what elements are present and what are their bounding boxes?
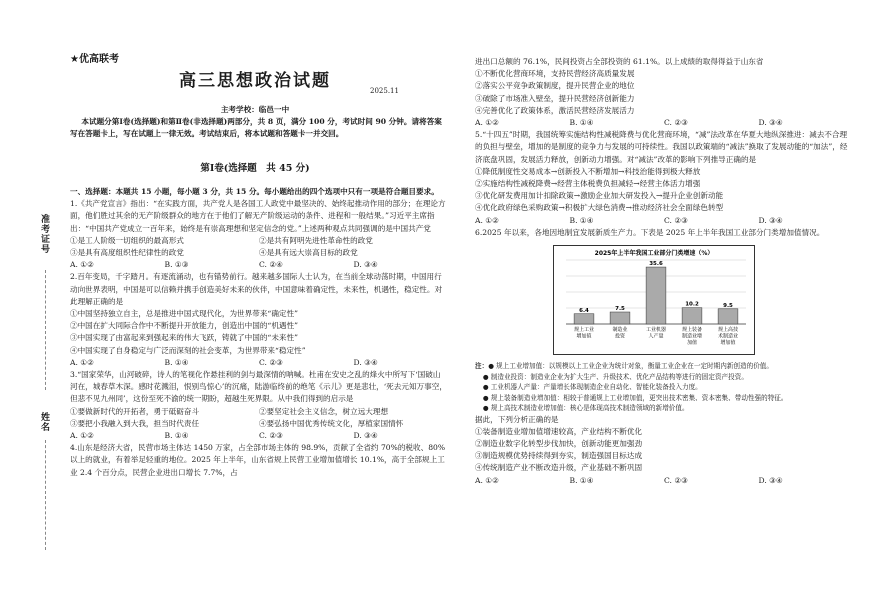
- bar-value-label: 9.5: [723, 302, 733, 309]
- q2-option: B. ①④: [164, 357, 189, 367]
- bar-value-label: 10.2: [685, 301, 699, 308]
- q6-item: ②制造业数字化转型步伐加快，创新动能更加强劲: [475, 438, 643, 448]
- q6-lead: 据此，下列分析正确的是: [475, 414, 559, 424]
- q1-item: ③是具有高度组织性纪律性的政党: [70, 248, 184, 258]
- q6-item: ③制造规模优势持续得到夯实，制造强国目标达成: [475, 451, 643, 461]
- left-questions: [70, 186, 448, 479]
- category-label: 规上高技: [717, 327, 739, 334]
- q2-option: C. ②③: [259, 357, 283, 367]
- binding-line-lower: [45, 440, 46, 550]
- category-label: 制造业: [612, 327, 628, 334]
- name-label: 姓名: [39, 412, 49, 432]
- part-title: 第Ⅰ卷(选择题 共 45 分): [200, 163, 310, 174]
- q4-option: C. ②③: [664, 118, 688, 128]
- category-label: 制造业增: [681, 333, 703, 340]
- q1-option: D. ③④: [353, 260, 378, 270]
- q3-option: A. ①②: [70, 431, 94, 441]
- q1-item: ②是共有阿明先进性革命性的政党: [259, 235, 373, 245]
- q4-stem-continued: 进出口总额的 76.1%，民间投资占全部投资的 61.1%。以上成绩的取得得益于山东省: [475, 57, 764, 66]
- q2-item: ③中国实现了由富起来到强起来的伟大飞跃，铸就了中国的“未来性”: [70, 333, 298, 343]
- q6-item: ④传统制造产业不断改造升级，产业基础不断巩固: [475, 463, 643, 473]
- section-instruction: 一、选择题：本题共 15 小题，每小题 3 分，共 15 分。每小题给出的四个选项中只有一项是符合题目要求。: [70, 187, 439, 196]
- binding-line: [45, 270, 46, 390]
- category-label: 术制造业: [717, 333, 739, 340]
- exam-instructions: 本试题分第Ⅰ卷(选择题)和第Ⅱ卷(非选择题)两部分，共 8 页，满分 100 分，考试时间 90 分钟。请将答案写在答题卡上，写在试题上一律无效。考试结束后，将本试题和答题卡一并交回。: [70, 117, 442, 139]
- bar-value-label: 35.6: [649, 261, 663, 268]
- q5-item: ①降低制度性交易成本→创新投入不断增加→科技治能得到极大释放: [475, 166, 701, 176]
- q2-stem: 2.百年变局，千字踏月。有逐流涌动，也有锚势前行。越来越多国际人士认为，在当前全球动荡时期，中国用行动向世界表明，中国是可以信赖并携手创造美好未来的伙伴，中国意味着确定性，未来性，机遇性，稳定性。对此理解正确的是: [70, 272, 443, 306]
- q5-option: B. ①④: [569, 215, 594, 225]
- bar-value-label: 6.4: [579, 307, 589, 314]
- right-questions: [475, 56, 853, 487]
- q4-stem: 4.山东是经济大省，民营市场主体达 1450 万家，占全部市场主体的 98.9%，贡献了全省约 70%的税收、80%以上的就业，有着举足轻重的地位。2025 年上半年，山东省规上民营工业增加值增长 10.1%，高于全部规上工业 2.4 个百分点，民营企业进出口增长 7.7%，占: [70, 443, 446, 477]
- bar: [610, 312, 630, 324]
- q5-item: ③优化研发费用加计扣除政策→激励企业加大研发投入→提升企业创新动能: [475, 191, 724, 201]
- exam-title: 高三思想政治试题: [179, 71, 331, 91]
- q5-stem: 5.“十四五”时期，我国统筹实施结构性减税降费与优化营商环境，“减”法改革在华夏大地纵深推进：减去不合理的负担与壁垒，增加的是制度的竞争力与发展的可持续性。我国以政策端的“减法”换取了发展动能的“加法”，经济底盘巩固，发展活力释放，创新动力增强。对“减法”改革的影响下列推导正确的是: [475, 130, 848, 164]
- bar: [682, 308, 702, 324]
- q5-item: ②实施结构性减税降费→经营主体税费负担减轻→经营主体活力增强: [475, 179, 701, 189]
- q6-stem: 6.2025 年以来，各地因地制宜发展新质生产力。下表是 2025 年上半年我国工业部分门类增加值情况。: [475, 227, 825, 237]
- chart-svg: [554, 246, 754, 354]
- chart-bars: [574, 261, 738, 324]
- q1-option: C. ②④: [259, 260, 283, 270]
- q3-item: ①要做新时代的开拓者，勇于砥砺奋斗: [70, 406, 200, 416]
- note-item: ● 规上高技术制造业增加值：核心是体现高技术制造领域的新增价值。: [482, 404, 689, 413]
- bar: [574, 314, 594, 324]
- category-label: 人产量: [648, 333, 664, 340]
- q3-item: ③要把小我融入到大我，担当时代责任: [70, 418, 200, 428]
- q4-option: B. ①④: [569, 118, 594, 128]
- exam-date: 2025.11: [370, 87, 399, 95]
- q4-item: ②落实公平竞争政策制度，提升民营企业的地位: [475, 81, 635, 91]
- q1-option: A. ①②: [70, 260, 94, 270]
- note-item: ● 规上工业增加值：以规模以上工业企业为统计对象，衡量工业企业在一定时期内新创造的价值。: [488, 362, 773, 371]
- category-label: 增加值: [720, 340, 736, 347]
- q3-option: D. ③④: [353, 431, 378, 441]
- bar: [646, 267, 666, 324]
- q6-option: D. ③④: [758, 475, 783, 485]
- brand-label: ★优高联考: [70, 54, 119, 65]
- bar-chart: [553, 245, 755, 355]
- category-label: 工业机器: [645, 327, 667, 334]
- q3-item: ②要坚定社会主义信念，树立远大理想: [259, 406, 389, 416]
- q6-item: ①装备制造业增加值增速较高，产业结构不断优化: [475, 426, 643, 436]
- note-label: 注：: [475, 362, 489, 371]
- exam-number-label: 准考证号: [39, 214, 49, 254]
- q3-option: B. ①④: [164, 431, 189, 441]
- chart-category-labels: [574, 326, 738, 346]
- q1-item: ④是具有远大崇高目标的政党: [259, 248, 358, 258]
- q5-option: C. ②③: [664, 215, 688, 225]
- q4-item: ①不断优化营商环境，支持民营经济高质量发展: [475, 69, 635, 79]
- q4-item: ③破除了市场准入壁垒，提升民营经济创新能力: [475, 93, 635, 103]
- q4-item: ④完善优化了政策体系，激活民营经济发展活力: [475, 105, 635, 115]
- bar-value-label: 7.5: [615, 306, 625, 313]
- q2-option: D. ③④: [353, 357, 378, 367]
- q2-item: ①中国坚持独立自主，总是推进中国式现代化，为世界带来“确定性”: [70, 309, 298, 319]
- q2-option: A. ①②: [70, 357, 94, 367]
- q5-option: A. ①②: [475, 215, 499, 225]
- q4-option: A. ①②: [475, 118, 499, 128]
- bar: [718, 309, 738, 324]
- q3-option: C. ②③: [259, 431, 283, 441]
- category-label: 规上工业: [573, 327, 595, 334]
- note-item: ● 制造业投资：制造业企业为扩大生产、升级技术、优化产品结构等进行的固定资产投资。: [482, 372, 748, 381]
- chart-notes: [475, 361, 853, 414]
- q1-item: ①是工人阶级一切组织的最高形式: [70, 235, 184, 245]
- q2-item: ④中国实现了自身稳定与广泛而深刻的社会变革，为世界带来“稳定性”: [70, 345, 306, 355]
- q3-item: ④要弘扬中国优秀传统文化，厚植家国情怀: [259, 418, 404, 428]
- q4-option: D. ③④: [758, 118, 783, 128]
- category-label: 投资: [614, 333, 626, 340]
- q1-stem: 1.《共产党宣言》指出：“在实践方面，共产党人是各国工人政党中最坚决的、始终起推动作用的部分；在理论方面，他们胜过其余的无产阶级群众的地方在于他们了解无产阶级运动的条件、进程和一般结果。”习近平主席指出：“中国共产党成立一百年来，始终是有崇高理想和坚定信念的党。”上述两种观点共同强调的是中国共产党: [70, 199, 446, 233]
- category-label: 加值: [686, 340, 698, 347]
- category-label: 规上装备: [681, 327, 703, 334]
- chart-title: 2025年上半年我国工业部分门类增速（%）: [594, 250, 714, 258]
- q6-option: B. ①④: [569, 475, 594, 485]
- host-school: 主考学校：临邑一中: [220, 105, 290, 114]
- category-label: 增加值: [576, 333, 592, 340]
- q2-item: ②中国在扩大同际合作中不断提升开放能力，创造出中国的“机遇性”: [70, 321, 298, 331]
- q6-option: C. ②③: [664, 475, 688, 485]
- q1-option: B. ①③: [164, 260, 189, 270]
- note-item: ● 工业机器人产量：产量增长体现制造企业自动化、智能化装备投入力度。: [482, 383, 702, 392]
- q5-option: D. ③④: [758, 215, 783, 225]
- q5-item: ④优化政府绿色采购政策→积极扩大绿色消费→推动经济社会全面绿色转型: [475, 203, 724, 213]
- note-item: ● 规上装备制造业增加值：相较于普通规上工业增加值，更突出技术密集、资本密集、带动性强的特征。: [482, 393, 788, 402]
- q6-option: A. ①②: [475, 475, 499, 485]
- q3-stem: 3.“国家荣华，山河破碎，诗人的笔视化作悬挂利的剑与最深情的呐喊。杜甫在安史之乱的烽火中所写下‘国破山河在，城春草木深。感时花溅泪，恨别鸟惊心’的沉痛，陆游临终前的绝笔《示儿》更是悲壮，‘死去元知万事空，但悲不见九州同’，这份至死不渝的统一期盼，超越生死界限。从中我们得到的启示是: [70, 370, 447, 404]
